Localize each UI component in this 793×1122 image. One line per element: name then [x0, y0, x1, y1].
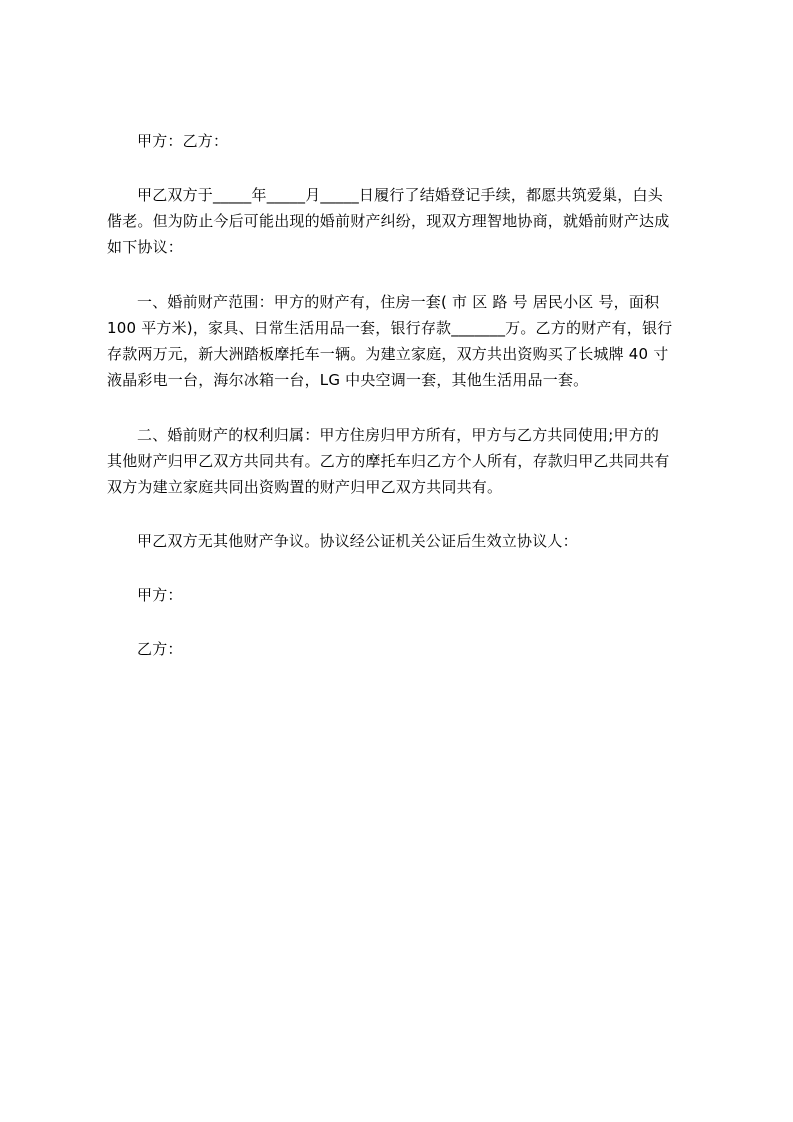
intro-line-3: 如下协议： [107, 238, 184, 256]
section2-line-1: 二、婚前财产的权利归属：甲方住房归甲方所有，甲方与乙方共同使用;甲方的 [137, 426, 660, 444]
intro-line-2: 偕老。但为防止今后可能出现的婚前财产纠纷，现双方理智地协商，就婚前财产达成 [107, 212, 670, 230]
closing-statement: 甲乙双方无其他财产争议。协议经公证机关公证后生效立协议人： [137, 532, 578, 550]
section1-line-2: 100 平方米)，家具、日常生活用品一套，银行存款_______万。乙方的财产有，银行 [107, 319, 673, 337]
section2-line-3: 双方为建立家庭共同出资购置的财产归甲乙双方共同共有。 [107, 478, 503, 496]
section1-line-3: 存款两万元，新大洲踏板摩托车一辆。为建立家庭，双方共出资购买了长城牌 40 寸 [107, 345, 669, 363]
parties-header: 甲方：乙方： [137, 132, 229, 150]
signature-party-b: 乙方： [137, 640, 183, 658]
section1-line-1: 一、婚前财产范围：甲方的财产有，住房一套( 市 区 路 号 居民小区 号，面积 [137, 293, 660, 311]
section1-line-4: 液晶彩电一台，海尔冰箱一台，LG 中央空调一套，其他生活用品一套。 [107, 371, 589, 389]
section2-line-2: 其他财产归甲乙双方共同共有。乙方的摩托车归乙方个人所有，存款归甲乙共同共有 [107, 452, 670, 470]
signature-party-a: 甲方： [137, 586, 183, 604]
intro-line-1: 甲乙双方于_____年_____月_____日履行了结婚登记手续，都愿共筑爱巢，白头 [137, 186, 663, 204]
